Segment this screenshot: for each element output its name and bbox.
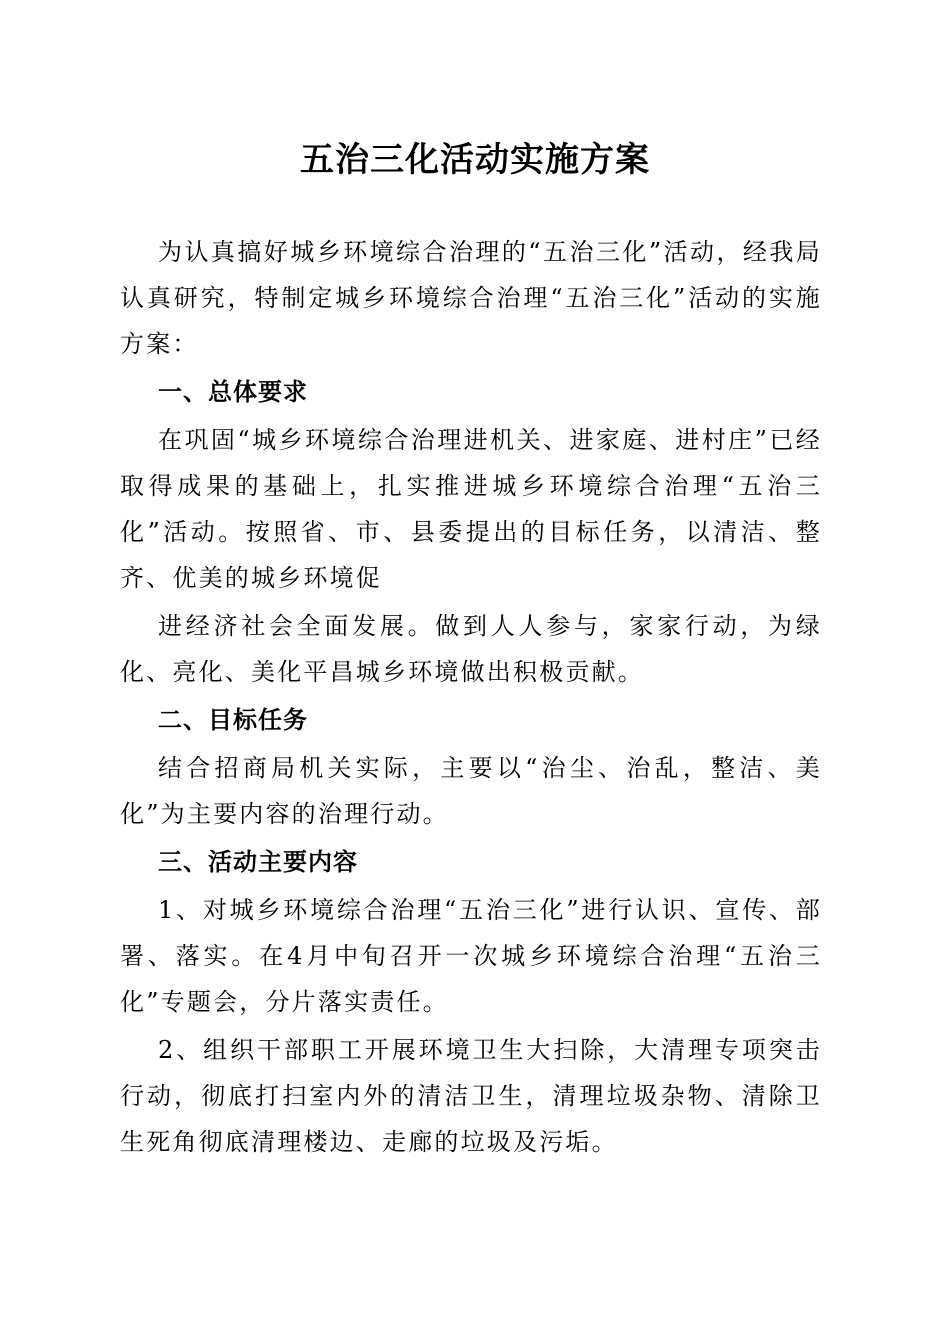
section-heading-target-tasks: 二、目标任务 bbox=[158, 706, 308, 734]
document-title: 五治三化活动实施方案 bbox=[300, 140, 650, 180]
body-paragraph: 进经济社会全面发展。做到人人参与，家家行动，为绿化、亮化、美化平昌城乡环境做出积极贡献。 bbox=[120, 612, 822, 686]
section-heading-main-activities: 三、活动主要内容 bbox=[158, 848, 358, 876]
body-paragraph: 2、组织干部职工开展环境卫生大扫除，大清理专项突击行动，彻底打扫室内外的清洁卫生，清理垃圾杂物、清除卫生死角彻底清理楼边、走廊的垃圾及污垢。 bbox=[120, 1036, 822, 1156]
intro-paragraph: 为认真搞好城乡环境综合治理的“五治三化”活动，经我局认真研究，特制定城乡环境综合治理“五治三化”活动的实施方案： bbox=[120, 238, 822, 358]
body-paragraph: 结合招商局机关实际，主要以“治尘、治乱，整洁、美化”为主要内容的治理行动。 bbox=[120, 754, 822, 828]
document-body bbox=[120, 229, 822, 1165]
body-paragraph: 在巩固“城乡环境综合治理进机关、进家庭、进村庄”已经取得成果的基础上，扎实推进城乡环境综合治理“五治三化”活动。按照省、市、县委提出的目标任务，以清洁、整齐、优美的城乡环境促 bbox=[120, 426, 822, 592]
body-paragraph: 1、对城乡环境综合治理“五治三化”进行认识、宣传、部署、落实。在4月中旬召开一次城乡环境综合治理“五治三化”专题会，分片落实责任。 bbox=[120, 896, 822, 1016]
section-heading-overall-requirements: 一、总体要求 bbox=[158, 378, 308, 406]
